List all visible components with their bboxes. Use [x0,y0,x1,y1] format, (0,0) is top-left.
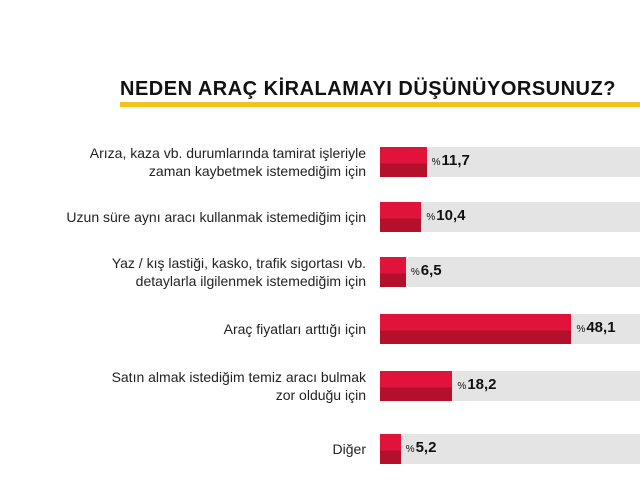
percent-sign: % [431,157,441,168]
value-label [426,207,465,224]
percent-sign: % [426,212,436,223]
category-label: Diğer [332,441,366,457]
value-label [411,262,442,279]
category-label: Arıza, kaza vb. durumlarında tamirat işleriyle zaman kaybetmek istemediğim için [89,145,366,179]
bar [380,202,421,232]
value-label [432,152,470,169]
value-number: 6,5 [420,262,442,279]
category-label: Satın almak istediğim temiz aracı bulmak zor olduğu için [111,369,366,403]
percent-sign: % [410,267,420,278]
title-underline [120,102,640,107]
value-number: 5,2 [415,439,437,456]
value-label [576,319,615,336]
bar [380,257,406,287]
value-label [457,376,496,393]
percent-sign: % [576,324,586,335]
category-label: Yaz / kış lastiği, kasko, trafik sigortası vb. detaylarla ilgilenmek istemediğim için [111,255,366,289]
chart-title: NEDEN ARAÇ KİRALAMAYI DÜŞÜNÜYORSUNUZ? [120,78,616,100]
value-number: 11,7 [441,152,470,169]
bar [380,314,571,344]
bar [380,434,401,464]
bar [380,371,452,401]
category-label: Araç fiyatları arttığı için [223,321,366,337]
percent-sign: % [405,444,415,455]
percent-sign: % [457,381,467,392]
value-number: 48,1 [586,319,616,336]
category-label: Uzun süre aynı aracı kullanmak istemediğim için [66,209,366,225]
value-label [406,439,437,456]
value-number: 18,2 [467,376,497,393]
value-number: 10,4 [436,207,466,224]
bar [380,147,427,177]
